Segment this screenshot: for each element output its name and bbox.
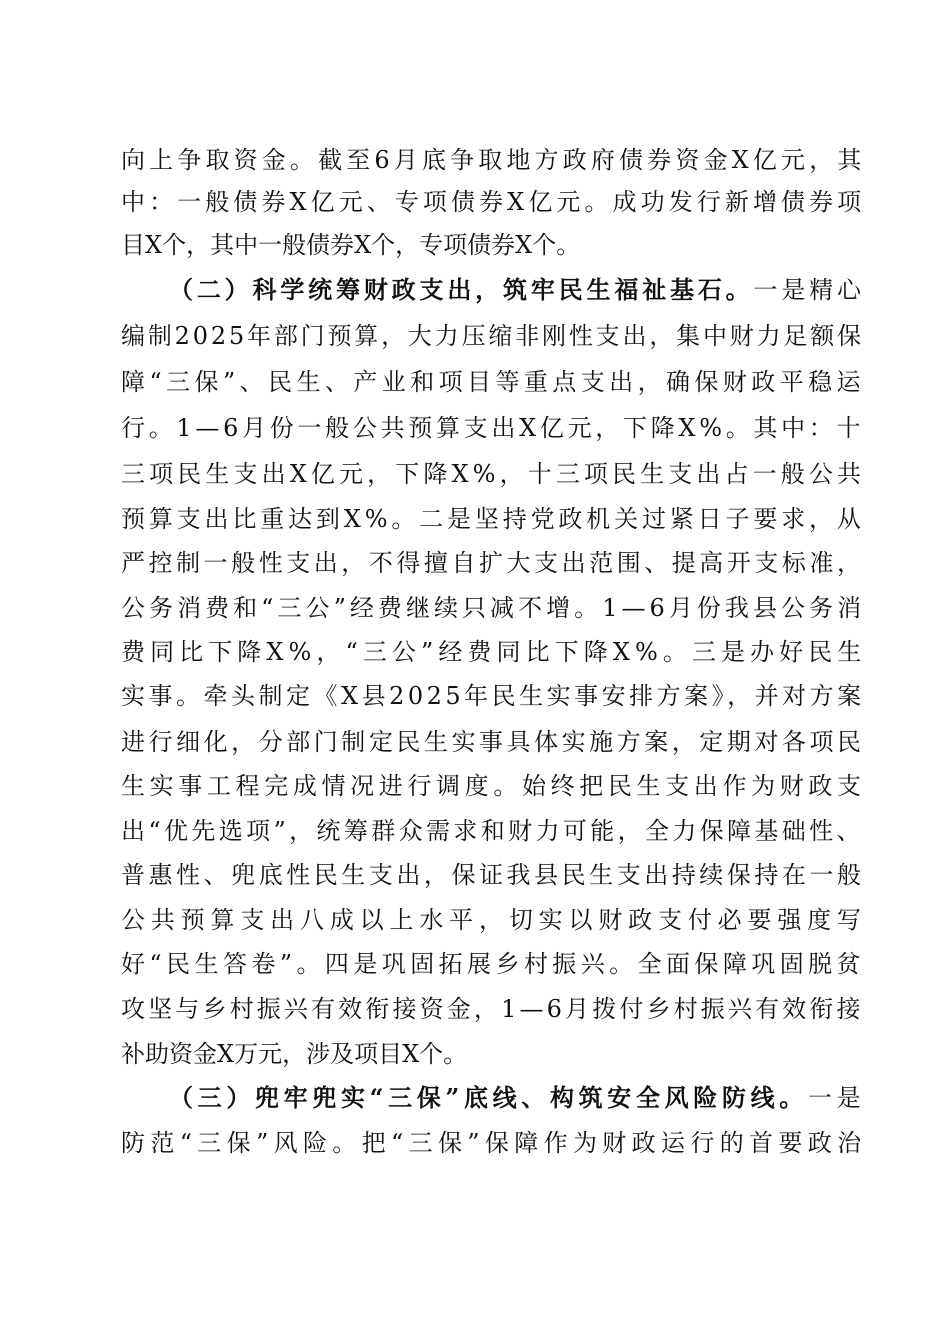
body-line (121, 181, 866, 223)
line-text: 防范“三保”风险。把“三保”保障作为财政运行的首要政治 (121, 1129, 867, 1157)
body-line (121, 361, 865, 403)
body-line (121, 139, 866, 181)
line-text: 障“三保”、民生、产业和项目等重点支出，确保财政平稳运 (121, 368, 865, 396)
body-line (121, 1122, 867, 1164)
body-line (121, 721, 865, 763)
body-line (121, 810, 864, 852)
line-text: 出“优先选项”，统筹群众需求和财力可能，全力保障基础性、 (121, 817, 864, 845)
body-line (121, 315, 864, 357)
body-line (121, 498, 865, 540)
line-text: 行。1—6月份一般公共预算支出X亿元，下降X%。其中：十 (121, 414, 865, 442)
line-text: 公务消费和“三公”经费继续只减不增。1—6月份我县公务消 (121, 594, 866, 622)
body-line (121, 407, 865, 449)
body-line (121, 542, 865, 584)
line-text: 一是 (807, 1084, 866, 1112)
line-text: 好“民生答卷”。四是巩固拓展乡村振兴。全面保障巩固脱贫 (121, 950, 865, 978)
line-text: 严控制一般性支出，不得擅自扩大支出范围、提高开支标准， (121, 549, 865, 577)
line-text: 中：一般债券X亿元、专项债券X亿元。成功发行新增债券项 (121, 188, 866, 216)
section-heading-line (169, 269, 865, 311)
body-line (121, 1033, 861, 1075)
body-line (121, 765, 866, 807)
line-text: 三项民生支出X亿元，下降X%，十三项民生支出占一般公共 (121, 460, 866, 488)
line-text: 一是精心 (753, 276, 865, 304)
body-line (121, 854, 865, 896)
line-text: 费同比下降X%，“三公”经费同比下降X%。三是办好民生 (121, 638, 867, 666)
body-line (121, 224, 861, 266)
line-text: 预算支出比重达到X%。二是坚持党政机关过紧日子要求，从 (121, 505, 865, 533)
line-text: 目X个，其中一般债券X个，专项债券X个。 (121, 231, 581, 259)
section-heading: （二）科学统筹财政支出，筑牢民生福祉基石。 (169, 275, 754, 304)
line-text: 编制2025年部门预算，大力压缩非刚性支出，集中财力足额保 (121, 322, 864, 350)
line-text: 公共预算支出八成以上水平，切实以财政支付必要强度写 (121, 906, 867, 934)
body-line (121, 899, 867, 941)
line-text: 攻坚与乡村振兴有效衔接资金，1—6月拨付乡村振兴有效衔接 (121, 995, 864, 1023)
line-text: 向上争取资金。截至6月底争取地方政府债券资金X亿元，其 (121, 146, 866, 174)
section-heading-line (169, 1077, 866, 1119)
body-line (121, 587, 866, 629)
body-line (121, 675, 865, 717)
body-line (121, 943, 865, 985)
section-heading: （三）兜牢兜实“三保”底线、构筑安全风险防线。 (169, 1083, 808, 1112)
line-text: 实事。牵头制定《X县2025年民生实事安排方案》，并对方案 (121, 682, 865, 710)
body-line (121, 631, 867, 673)
body-line (121, 988, 864, 1030)
body-line (121, 453, 866, 495)
line-text: 普惠性、兜底性民生支出，保证我县民生支出持续保持在一般 (121, 861, 865, 889)
line-text: 生实事工程完成情况进行调度。始终把民生支出作为财政支 (121, 772, 866, 800)
line-text: 进行细化，分部门制定民生实事具体实施方案，定期对各项民 (121, 728, 865, 756)
line-text: 补助资金X万元，涉及项目X个。 (121, 1040, 468, 1068)
